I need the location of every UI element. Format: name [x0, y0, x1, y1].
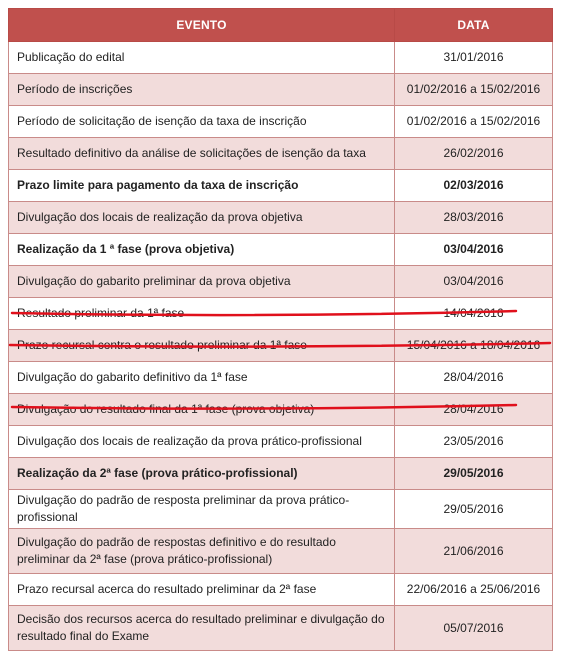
event-cell: Divulgação do padrão de resposta preliminar da prova prático-profissional — [9, 490, 395, 529]
event-cell: Prazo limite para pagamento da taxa de inscrição — [9, 170, 395, 202]
event-cell: Divulgação do resultado final da 1ª fase (prova objetiva) — [9, 394, 395, 426]
schedule-table — [8, 8, 553, 651]
event-cell: Divulgação dos locais de realização da prova prático-profissional — [9, 426, 395, 458]
table-body — [9, 42, 553, 651]
event-cell: Realização da 1 ª fase (prova objetiva) — [9, 234, 395, 266]
event-cell: Realização da 2ª fase (prova prático-profissional) — [9, 458, 395, 490]
event-cell: Divulgação do padrão de respostas definitivo e do resultado preliminar da 2ª fase (prova prático-profissional) — [9, 529, 395, 574]
table-row — [9, 234, 553, 266]
table-row — [9, 490, 553, 529]
date-cell: 28/04/2016 — [395, 394, 553, 426]
event-cell: Divulgação dos locais de realização da prova objetiva — [9, 202, 395, 234]
date-cell: 21/06/2016 — [395, 529, 553, 574]
date-cell: 03/04/2016 — [395, 234, 553, 266]
table-row — [9, 330, 553, 362]
schedule-table-container — [8, 8, 552, 651]
date-cell: 15/04/2016 a 18/04/2016 — [395, 330, 553, 362]
table-row — [9, 266, 553, 298]
table-row — [9, 202, 553, 234]
table-row — [9, 298, 553, 330]
event-cell: Divulgação do gabarito preliminar da prova objetiva — [9, 266, 395, 298]
event-cell: Prazo recursal contra o resultado preliminar da 1ª fase — [9, 330, 395, 362]
event-cell: Resultado preliminar da 1ª fase — [9, 298, 395, 330]
table-row — [9, 42, 553, 74]
table-row — [9, 426, 553, 458]
table-header-row — [9, 9, 553, 42]
date-column-header: DATA — [395, 9, 553, 42]
date-cell: 03/04/2016 — [395, 266, 553, 298]
table-row — [9, 362, 553, 394]
table-row — [9, 170, 553, 202]
date-cell: 28/04/2016 — [395, 362, 553, 394]
date-cell: 28/03/2016 — [395, 202, 553, 234]
date-cell: 01/02/2016 a 15/02/2016 — [395, 106, 553, 138]
table-row — [9, 106, 553, 138]
event-column-header: EVENTO — [9, 9, 395, 42]
date-cell: 23/05/2016 — [395, 426, 553, 458]
date-cell: 02/03/2016 — [395, 170, 553, 202]
event-cell: Período de inscrições — [9, 74, 395, 106]
date-cell: 01/02/2016 a 15/02/2016 — [395, 74, 553, 106]
date-cell: 29/05/2016 — [395, 490, 553, 529]
date-cell: 05/07/2016 — [395, 606, 553, 651]
event-cell: Prazo recursal acerca do resultado preliminar da 2ª fase — [9, 574, 395, 606]
date-cell: 31/01/2016 — [395, 42, 553, 74]
event-cell: Divulgação do gabarito definitivo da 1ª fase — [9, 362, 395, 394]
table-row — [9, 529, 553, 574]
event-cell: Decisão dos recursos acerca do resultado preliminar e divulgação do resultado final do Exame — [9, 606, 395, 651]
table-row — [9, 74, 553, 106]
date-cell: 29/05/2016 — [395, 458, 553, 490]
event-cell: Resultado definitivo da análise de solicitações de isenção da taxa — [9, 138, 395, 170]
date-cell: 26/02/2016 — [395, 138, 553, 170]
table-row — [9, 138, 553, 170]
date-cell: 22/06/2016 a 25/06/2016 — [395, 574, 553, 606]
table-row — [9, 394, 553, 426]
event-cell: Período de solicitação de isenção da taxa de inscrição — [9, 106, 395, 138]
table-row — [9, 606, 553, 651]
event-cell: Publicação do edital — [9, 42, 395, 74]
table-row — [9, 574, 553, 606]
date-cell: 14/04/2016 — [395, 298, 553, 330]
table-row — [9, 458, 553, 490]
